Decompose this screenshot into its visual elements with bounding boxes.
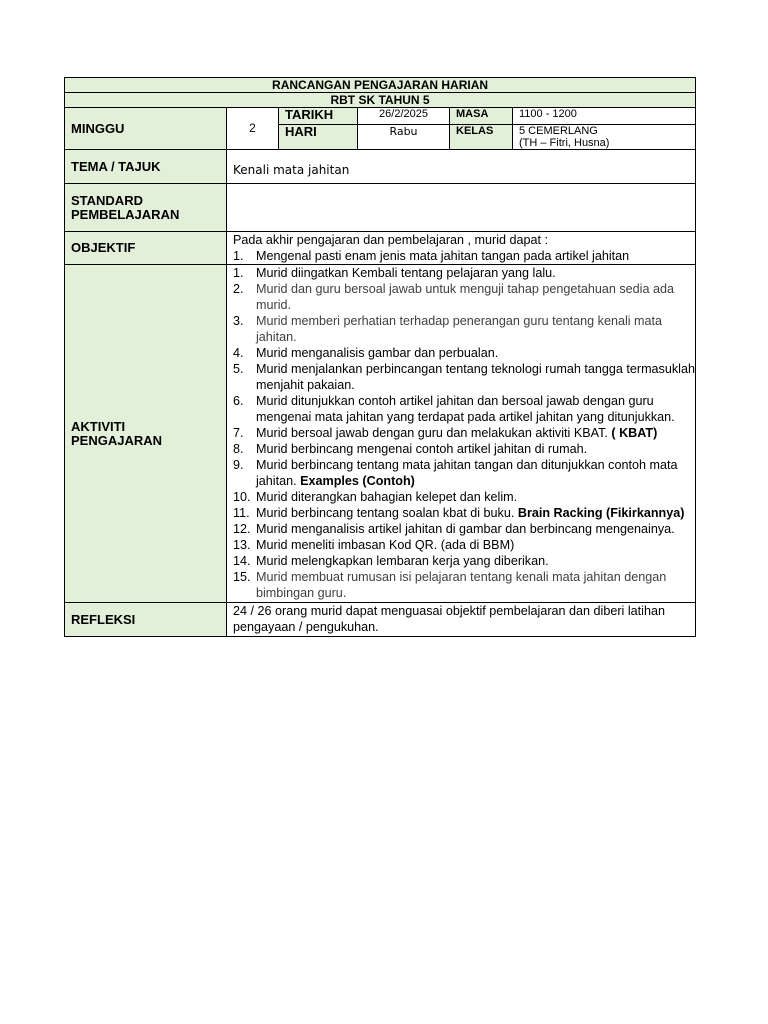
aktiviti-label-line-1: AKTIVITI	[71, 418, 126, 434]
hari-value: Rabu	[358, 125, 450, 150]
standard-value	[227, 184, 696, 232]
refleksi-label: REFLEKSI	[65, 603, 227, 637]
tarikh-label: TARIKH	[279, 108, 358, 125]
aktiviti-item-number: 10.	[233, 490, 251, 504]
aktiviti-item-number: 4.	[233, 346, 244, 360]
aktiviti-item-number: 14.	[233, 554, 251, 568]
aktiviti-item-number: 1.	[233, 266, 244, 280]
aktiviti-item	[227, 537, 695, 553]
aktiviti-item-number: 7.	[233, 426, 244, 440]
aktiviti-item-text: Murid bersoal jawab dengan guru dan melakukan aktiviti KBAT.	[256, 426, 612, 440]
aktiviti-item	[227, 489, 695, 505]
subtitle-row	[65, 93, 696, 108]
aktiviti-item-number: 11.	[233, 506, 250, 520]
aktiviti-list	[227, 265, 695, 601]
aktiviti-item	[227, 393, 695, 425]
tema-value: Kenali mata jahitan	[227, 150, 696, 184]
aktiviti-item	[227, 265, 695, 281]
aktiviti-item-number: 6.	[233, 394, 244, 408]
aktiviti-item-number: 15.	[233, 570, 251, 584]
tarikh-value: 26/2/2025	[358, 108, 450, 125]
aktiviti-item	[227, 505, 695, 521]
aktiviti-item-number: 2.	[233, 282, 244, 296]
info-row-1	[65, 108, 696, 125]
objektif-row	[65, 232, 696, 265]
objektif-content	[227, 232, 696, 265]
aktiviti-item-text: Murid membuat rumusan isi pelajaran tentang kenali mata jahitan dengan bimbingan guru.	[256, 570, 667, 600]
standard-row	[65, 184, 696, 232]
aktiviti-item-text: Murid memberi perhatian terhadap penerangan guru tentang kenali mata jahitan.	[256, 314, 663, 344]
aktiviti-label	[65, 265, 227, 603]
aktiviti-item-text: Murid diterangkan bahagian kelepet dan kelim.	[256, 490, 518, 504]
aktiviti-item	[227, 521, 695, 537]
masa-value: 1100 - 1200	[513, 108, 696, 125]
objektif-label: OBJEKTIF	[65, 232, 227, 265]
aktiviti-item-number: 12.	[233, 522, 251, 536]
masa-label: MASA	[450, 108, 513, 125]
aktiviti-item-text: Murid melengkapkan lembaran kerja yang diberikan.	[256, 554, 549, 568]
refleksi-row	[65, 603, 696, 637]
aktiviti-content	[227, 265, 696, 603]
aktiviti-item-text: Murid meneliti imbasan Kod QR. (ada di BBM)	[256, 538, 515, 552]
aktiviti-item	[227, 313, 695, 345]
aktiviti-item-text: Murid berbincang tentang soalan kbat di buku.	[256, 506, 518, 520]
aktiviti-item-number: 9.	[233, 458, 244, 472]
aktiviti-item-text: Murid menganalisis gambar dan perbualan.	[256, 346, 499, 360]
aktiviti-item-number: 13.	[233, 538, 251, 552]
aktiviti-item-number: 3.	[233, 314, 244, 328]
title-row	[65, 78, 696, 93]
document-subtitle: RBT SK TAHUN 5	[65, 93, 696, 108]
tema-label: TEMA / TAJUK	[65, 150, 227, 184]
objektif-item-text: Mengenal pasti enam jenis mata jahitan tangan pada artikel jahitan	[256, 249, 630, 263]
objektif-item-number: 1.	[233, 249, 244, 263]
kelas-value-line-2: (TH – Fitri, Husna)	[519, 137, 610, 149]
aktiviti-item	[227, 345, 695, 361]
aktiviti-item	[227, 361, 695, 393]
aktiviti-item	[227, 553, 695, 569]
aktiviti-item-text: Murid dan guru bersoal jawab untuk menguji tahap pengetahuan sedia ada murid.	[256, 282, 674, 312]
tema-row	[65, 150, 696, 184]
lesson-plan-table	[64, 77, 696, 637]
minggu-label: MINGGU	[65, 108, 227, 150]
kelas-value-line-1: 5 CEMERLANG	[519, 125, 598, 137]
document-title: RANCANGAN PENGAJARAN HARIAN	[65, 78, 696, 93]
aktiviti-item	[227, 281, 695, 313]
refleksi-value: 24 / 26 orang murid dapat menguasai objektif pembelajaran dan diberi latihan pengayaan / pengukuhan.	[227, 603, 696, 637]
aktiviti-item-emphasis: ( KBAT)	[611, 426, 658, 440]
standard-label	[65, 184, 227, 232]
aktiviti-item-emphasis: Examples (Contoh)	[300, 474, 415, 488]
aktiviti-item-text: Murid diingatkan Kembali tentang pelajaran yang lalu.	[256, 266, 556, 280]
aktiviti-item	[227, 425, 695, 441]
kelas-label: KELAS	[450, 125, 513, 150]
aktiviti-item-text: Murid berbincang mengenai contoh artikel jahitan di rumah.	[256, 442, 588, 456]
aktiviti-item	[227, 441, 695, 457]
standard-label-line-1: STANDARD	[71, 192, 143, 208]
lesson-plan-sheet	[64, 77, 695, 637]
aktiviti-item-number: 5.	[233, 362, 244, 376]
hari-label: HARI	[279, 125, 358, 150]
aktiviti-row	[65, 265, 696, 603]
objektif-intro: Pada akhir pengajaran dan pembelajaran , murid dapat :	[233, 233, 549, 247]
aktiviti-label-line-2: PENGAJARAN	[71, 432, 163, 448]
aktiviti-item	[227, 569, 695, 601]
aktiviti-item-text: Murid menganalisis artikel jahitan di gambar dan berbincang mengenainya.	[256, 522, 675, 536]
aktiviti-item	[227, 457, 695, 489]
aktiviti-item-number: 8.	[233, 442, 244, 456]
standard-label-line-2: PEMBELAJARAN	[71, 206, 180, 222]
minggu-value: 2	[227, 108, 279, 150]
aktiviti-item-text: Murid ditunjukkan contoh artikel jahitan dan bersoal jawab dengan guru mengenai mata jahitan yang terdapat pada artikel jahitan yang ditunjukkan.	[256, 394, 675, 424]
aktiviti-item-text: Murid berbincang tentang mata jahitan tangan dan ditunjukkan contoh mata jahitan.	[256, 458, 678, 488]
objektif-item	[227, 248, 695, 264]
kelas-value	[513, 125, 696, 150]
aktiviti-item-emphasis: Brain Racking (Fikirkannya)	[517, 506, 685, 520]
aktiviti-item-text: Murid menjalankan perbincangan tentang teknologi rumah tangga termasuklah menjahit pakaian.	[256, 362, 695, 392]
